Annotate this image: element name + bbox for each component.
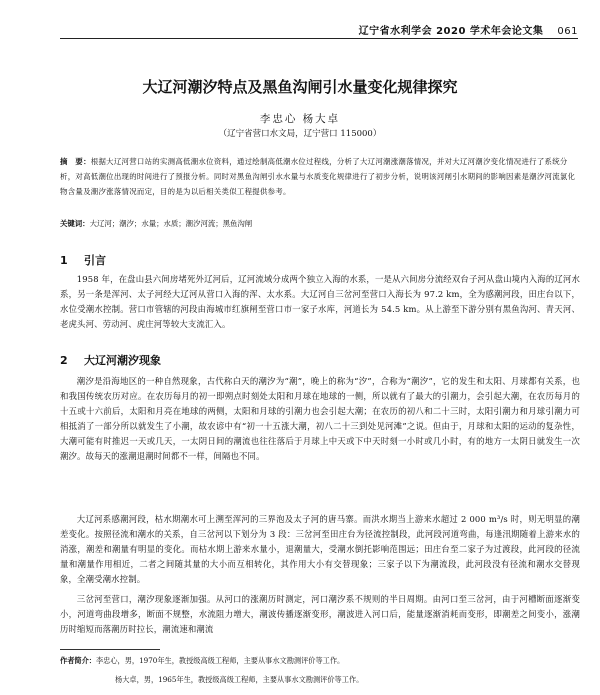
keywords [60, 218, 580, 229]
section-2-paragraph-3: 三岔河至营口，潮汐现象逐渐加强。从河口的涨潮历时测定，河口潮汐系不规则的半日周期。由河口至三岔河，由于河槽断面逐渐变小，河道弯曲段增多，断面不规整，水流阻力增大，潮波传播逐渐变形，潮波进入河口后，能量逐渐消耗而变形，即潮差之间变小，涨潮历时缩短而落潮历时拉长，潮流速和潮流 [60, 594, 580, 634]
journal-name: 辽宁省水利学会 2020 学术年会论文集 [358, 26, 544, 37]
section-1-number: 1 [60, 254, 68, 267]
affiliation: （辽宁省营口水文局，辽宁营口 115000） [218, 129, 382, 139]
section-2-number: 2 [60, 354, 68, 367]
page-number: 061 [557, 26, 578, 37]
footnote-author-1 [60, 656, 580, 666]
abstract-label: 摘 要： [60, 157, 91, 166]
paper-title: 大辽河潮汐特点及黑鱼沟闸引水量变化规律探究 [142, 78, 458, 96]
running-header [359, 22, 578, 37]
abstract [60, 154, 580, 199]
section-1-heading [60, 252, 106, 268]
section-2-paragraph-2: 大辽河系感潮河段，枯水期潮水可上溯至浑河的三界泡及太子河的唐马寨。而洪水期当上游来水超过 2 000 m³/s 时，则无明显的潮差变化。按照径流和潮水的关系，自三岔河以下划分为 3 段：三岔河至田庄台为径流控制段，此河段河道弯曲，每逢汛期随着上游来水的消涨，潮差和潮量有明显的变化。而枯水期上游来水量小，退潮量大，受潮水倒托影响范围远；田庄台至二家子为过渡段，此河段的径流量和潮量作用相近，二者之间随其量的大小而互相转化，其作用大小有交替现象；三家子以下为潮流段，此河段没有径流和潮水交替现象，全潮受潮水控制。 [60, 514, 580, 584]
section-2-heading [60, 352, 161, 368]
header-rule [60, 38, 578, 39]
keywords-text: 大辽河；潮汐；水量；水质；潮汐河流；黑鱼沟闸 [89, 219, 253, 228]
keywords-label: 关键词： [60, 219, 90, 228]
footnote-text-1: 李忠心，男，1970年生，教授级高级工程师，主要从事水文勘测评价等工作。 [95, 656, 345, 665]
section-1-title: 引言 [84, 254, 106, 267]
section-2-title: 大辽河潮汐现象 [84, 354, 161, 367]
section-2-paragraph-1: 潮汐是沿海地区的一种自然现象，古代称白天的潮汐为“潮”，晚上的称为“汐”，合称为“潮汐”，它的发生和太阳、月球都有关系，也和我国传统农历对应。在农历每月的初一即朔点时刻处太阳和月球在地球的一侧，所以就有了最大的引潮力，会引起大潮，在农历每月的十五或十六前后，太阳和月亮在地球的两侧，太阳和月球的引潮力也会引起大潮；在农历的初八和二十三时，太阳引潮力和月球引潮力可相抵消了一部分所以就发生了小潮，故农谚中有“初一十五涨大潮，初八二十三到处见河滩”之说。但由于，月球和太阳的运动的复杂性，大潮可能有时推迟一天或几天，一太阴日间的潮流也往往落后于月球上中天或下中天时刻一小时或几小时，有的地方一太阴日就发生一次潮汐。故每天的涨潮退潮时间都不一样，间隔也不同。 [60, 376, 580, 461]
abstract-text: 根据大辽河营口站的实测高低潮水位资料，通过绘制高低潮水位过程线，分析了大辽河潮涨潮落情况，并对大辽河潮汐变化情况进行了系统分析，对高低潮位出现的时间进行了预报分析。同时对黑鱼沟闸引水水量与水质变化规律进行了初步分析，说明该河闸引水期间的影响因素是潮汐河流氯化物含量及潮汐涨落情况而定，目的是为以后相关类似工程提供参考。 [60, 157, 576, 196]
authors: 李忠心 杨大卓 [259, 113, 341, 125]
section-1-paragraph: 1958 年，在盘山县六间房堵死外辽河后，辽河流域分成两个独立入海的水系，一是从六间房分流经双台子河从盘山境内入海的辽河水系，另一条是浑河、太子河经大辽河从营口入海的浑、太水系。大辽河自三岔河至营口入海长为 97.2 km，全为感潮河段，田庄台以下，水位受潮水控制。营口市管辖的河段由海城市红旗闸至营口市一家子水库，河道长为 54.5 km。从上游至下游分别有黑鱼沟河、青天河、老虎头河、劳动河、虎庄河等较大支流汇入。 [60, 274, 580, 329]
footnote-rule [60, 649, 160, 650]
footnote-label: 作者简介： [60, 656, 96, 665]
footnote-author-2: 杨大卓，男，1965年生，教授级高级工程师，主要从事水文勘测评价等工作。 [115, 675, 364, 684]
